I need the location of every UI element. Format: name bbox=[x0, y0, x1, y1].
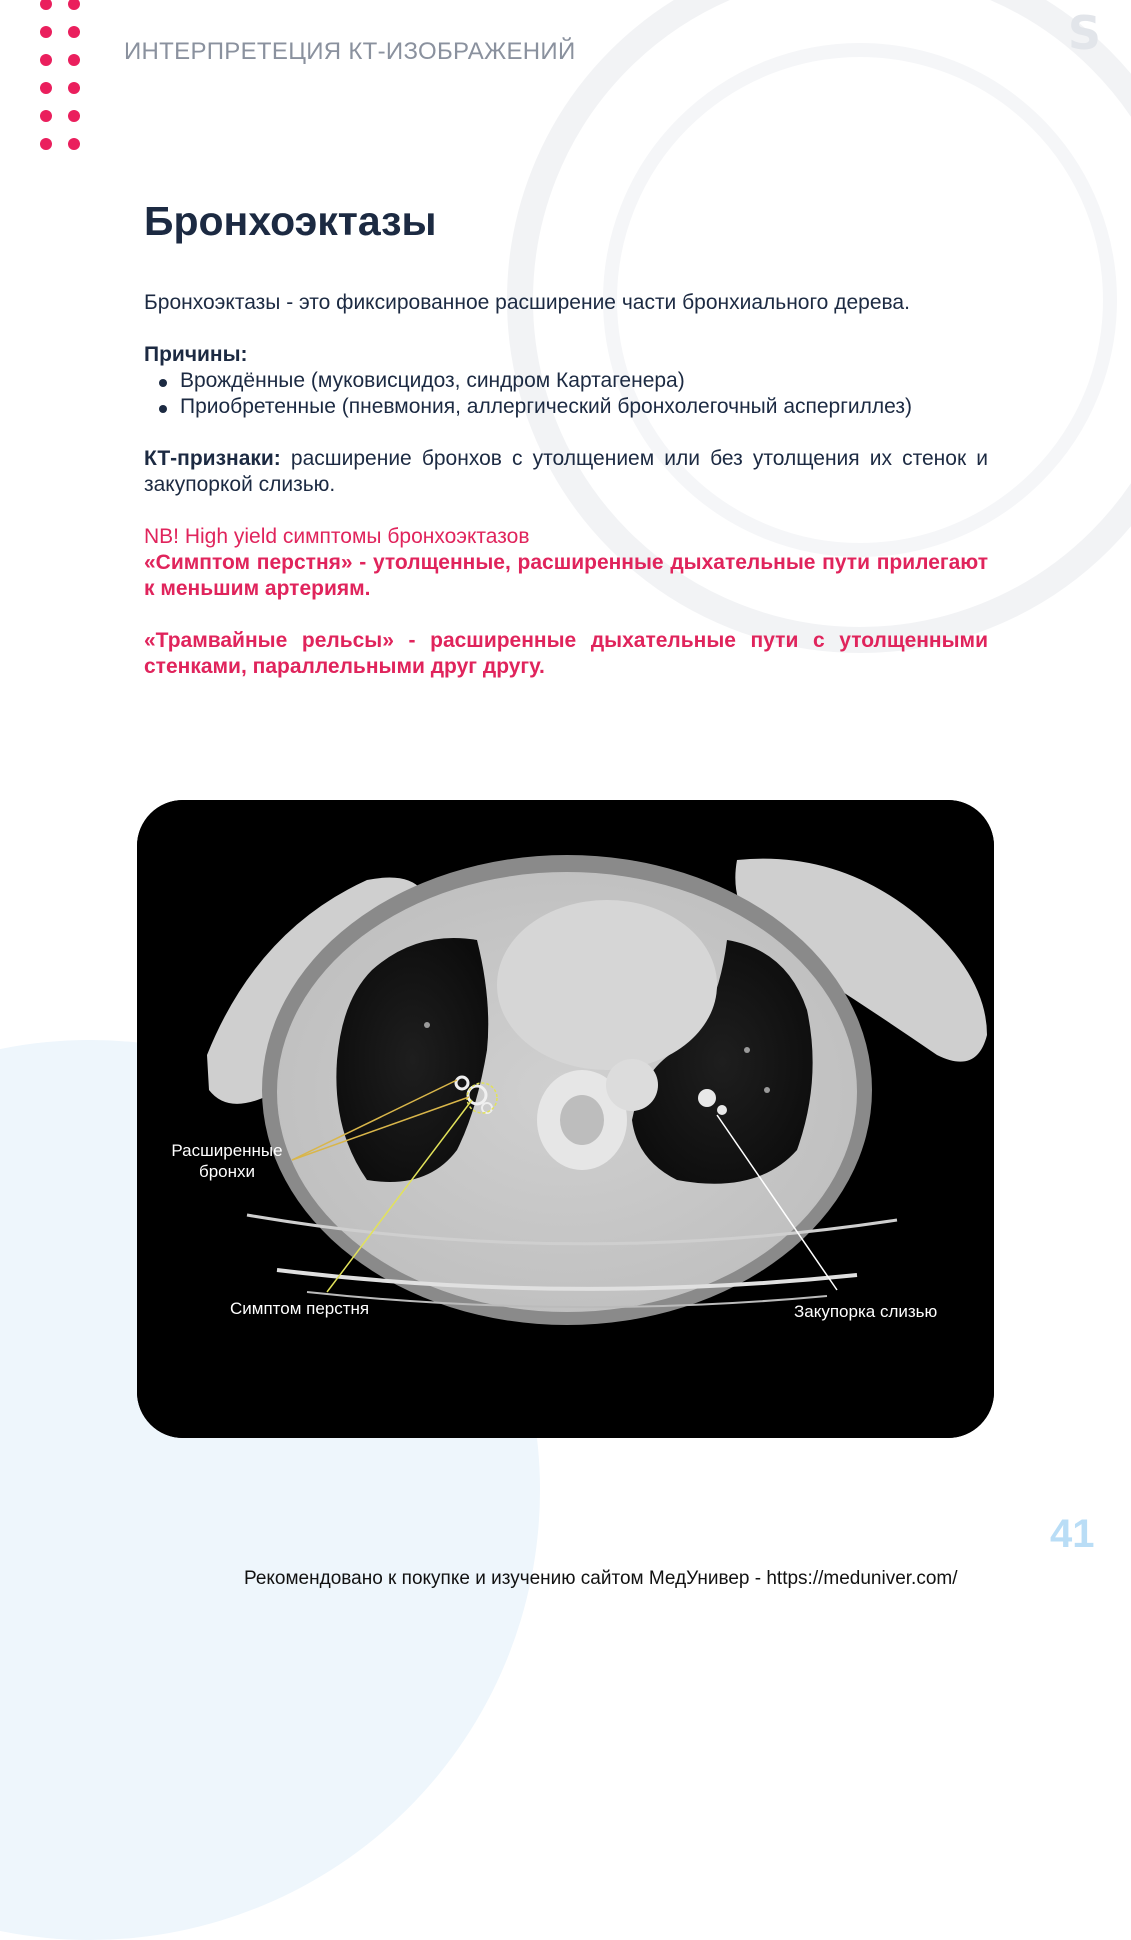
list-item: Врождённые (муковисцидоз, синдром Картагенера) bbox=[144, 368, 988, 394]
list-item: Приобретенные (пневмония, аллергический бронхолегочный аспергиллез) bbox=[144, 394, 988, 420]
tram-sign-text: «Трамвайные рельсы» - расширенные дыхательные пути с утолщенными стенками, параллельными друг другу. bbox=[144, 629, 988, 678]
ring-sign-text: «Симптом перстня» - утолщенные, расширенные дыхательные пути прилегают к меньшим артериям. bbox=[144, 551, 988, 600]
definition-text: Бронхоэктазы - это фиксированное расширение части бронхиального дерева. bbox=[144, 291, 910, 314]
logo-icon: S bbox=[1067, 6, 1101, 60]
causes-heading: Причины: bbox=[144, 343, 248, 366]
ct-scan-drawing bbox=[137, 800, 994, 1438]
page-number: 41 bbox=[1050, 1512, 1095, 1556]
label-mucus-plug: Закупорка слизью bbox=[794, 1302, 938, 1321]
ct-signs-text: расширение бронхов с утолщением или без утолщения их стенок и закупоркой слизью. bbox=[144, 447, 988, 496]
page-title: Бронхоэктазы bbox=[144, 198, 437, 244]
content bbox=[144, 290, 988, 680]
label-dilated-bronchi: Расширенные бронхи bbox=[171, 1141, 283, 1181]
ct-signs-label: КТ-признаки: bbox=[144, 447, 281, 470]
causes-list bbox=[144, 368, 988, 420]
ct-signs-paragraph bbox=[144, 446, 988, 498]
ct-scan-image bbox=[137, 800, 994, 1438]
footer-text: Рекомендовано к покупке и изучению сайтом МедУнивер - https://meduniver.com/ bbox=[244, 1568, 958, 1589]
section-header: ИНТЕРПРЕТЕЦИЯ КТ-ИЗОБРАЖЕНИЙ bbox=[124, 38, 576, 65]
label-ring-sign: Симптом перстня bbox=[230, 1299, 370, 1318]
nb-title: NB! High yield симптомы бронхоэктазов bbox=[144, 525, 530, 548]
